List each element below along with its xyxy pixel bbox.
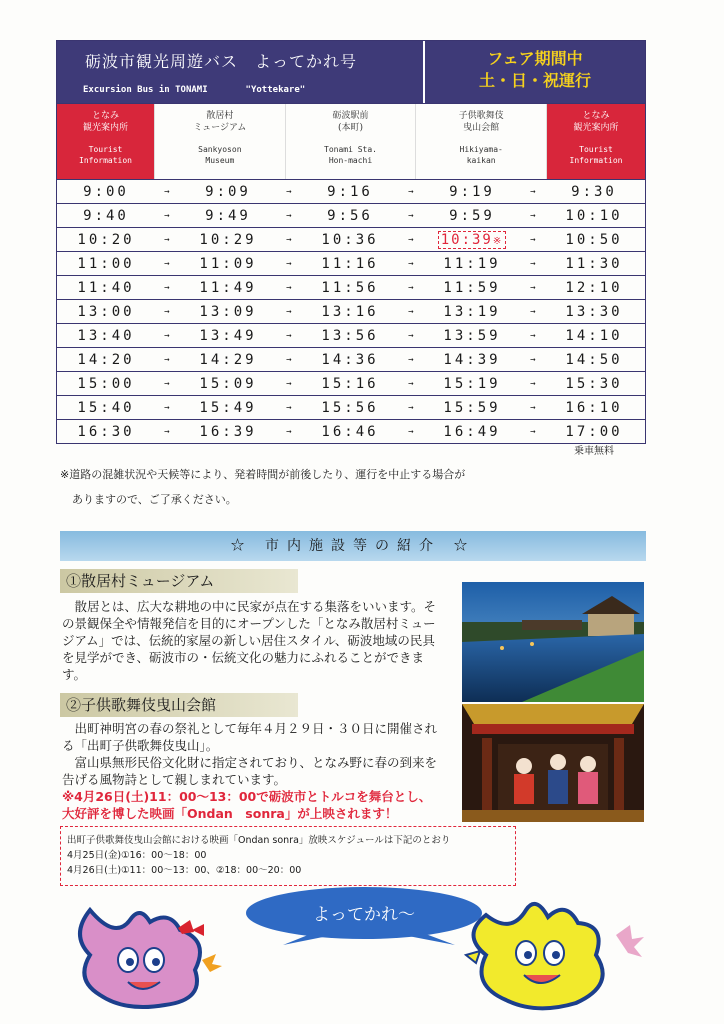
departure-time: 14:10 (565, 327, 623, 344)
timetable-subtitle: Excursion Bus in TONAMI "Yottekare" (83, 85, 306, 95)
arrow-icon: → (530, 186, 536, 197)
departure-time: 10:20 (77, 231, 135, 248)
arrow-icon: → (530, 330, 536, 341)
section2-title: ②子供歌舞伎曳山会館 (60, 693, 298, 717)
departure-time: 9:56 (327, 207, 373, 224)
arrow-icon: → (286, 378, 292, 389)
arrow-icon: → (286, 306, 292, 317)
timetable-row (57, 395, 645, 419)
departure-time: 14:20 (77, 351, 135, 368)
arrow-icon: → (164, 354, 170, 365)
departure-time (423, 232, 521, 248)
stop-name-jp: 散居村 ミュージアム (193, 111, 247, 133)
arrow-icon: → (408, 210, 414, 221)
departure-time: 15:49 (199, 399, 257, 416)
arrow-icon: → (164, 186, 170, 197)
departure-time: 14:50 (565, 351, 623, 368)
stop-name-jp: 砺波駅前 (本町) (332, 111, 369, 133)
timetable-row (57, 227, 645, 251)
arrow-icon: → (164, 402, 170, 413)
timetable-row (57, 275, 645, 299)
arrow-icon: → (164, 282, 170, 293)
timetable-header (57, 41, 645, 103)
arrow-icon: → (530, 354, 536, 365)
timetable-row (57, 251, 645, 275)
departure-time: 13:09 (199, 303, 257, 320)
departure-time: 15:59 (443, 399, 501, 416)
departure-time: 16:39 (199, 423, 257, 440)
timetable-row (57, 179, 645, 203)
departure-time: 16:49 (443, 423, 501, 440)
departure-time: 10:10 (565, 207, 623, 224)
departure-time: 13:40 (77, 327, 135, 344)
free-ride-note: 乗車無料 (574, 446, 614, 457)
arrow-icon: → (164, 234, 170, 245)
stop-name-en: Tourist Information (569, 145, 623, 165)
arrow-icon: → (286, 330, 292, 341)
kabuki-hikiyama-photo (462, 704, 644, 822)
arrow-icon: → (408, 282, 414, 293)
stop-name-en: Tourist Information (79, 145, 132, 165)
timetable-rows (57, 179, 645, 443)
stop-sankyoson-museum (155, 104, 286, 179)
departure-time: 16:10 (565, 399, 623, 416)
speech-bubble (243, 885, 485, 945)
departure-time: 9:00 (83, 183, 129, 200)
fair-period-line1: フェア期間中 (487, 49, 583, 68)
stop-name-jp: となみ 観光案内所 (573, 111, 619, 133)
arrow-icon: → (286, 258, 292, 269)
stop-tourist-info-start (57, 104, 155, 179)
section2-text1: 出町神明宮の春の祭礼として毎年４月２９日・３０日に開催される「出町子供歌舞伎曳山」。 (62, 721, 438, 753)
section1-text: 散居とは、広大な耕地の中に民家が点在する集落をいいます。その景観保全や情報発信を目的にオープンした「となみ散居村ミュージアム」では、伝統的家屋の新しい居住スタイル、砺波地域の民具を見学ができ、砺波市の・伝統文化の魅力にふれることができます。 (62, 599, 437, 682)
arrow-icon: → (286, 186, 292, 197)
stop-header-row (57, 103, 645, 179)
bus-timetable (56, 40, 646, 444)
departure-time: 14:29 (199, 351, 257, 368)
departure-time: 11:16 (321, 255, 379, 272)
schedule-line3: 4月26日(土)①11：00～13：00、②18：00～20：00 (67, 865, 302, 876)
facilities-banner: ☆ 市内施設等の紹介 ☆ (60, 531, 646, 561)
departure-time: 16:46 (321, 423, 379, 440)
departure-time: 10:29 (199, 231, 257, 248)
departure-time: 9:49 (205, 207, 251, 224)
fair-period-line2: 土・日・祝運行 (478, 71, 591, 90)
departure-time: 9:19 (449, 183, 495, 200)
highlighted-departure-time (438, 231, 507, 249)
departure-time: 15:56 (321, 399, 379, 416)
arrow-icon: → (164, 210, 170, 221)
departure-time: 10:36 (321, 231, 379, 248)
departure-time: 12:10 (565, 279, 623, 296)
timetable-title: 砺波市観光周遊バス よってかれ号 (85, 52, 358, 71)
section1-title: ①散居村ミュージアム (60, 569, 298, 593)
arrow-icon: → (530, 210, 536, 221)
timetable-row (57, 419, 645, 443)
arrow-icon: → (286, 426, 292, 437)
fair-period-block (425, 41, 645, 103)
departure-time: 15:30 (565, 375, 623, 392)
stop-name-en: Tonami Sta. Hon-machi (324, 145, 377, 165)
mascot-pink (70, 900, 240, 1012)
arrow-icon: → (530, 282, 536, 293)
arrow-icon: → (408, 378, 414, 389)
arrow-icon: → (530, 402, 536, 413)
departure-time: 13:00 (77, 303, 135, 320)
section2-text-block (62, 720, 442, 822)
departure-time: 15:19 (443, 375, 501, 392)
departure-time: 9:59 (449, 207, 495, 224)
departure-time: 14:36 (321, 351, 379, 368)
arrow-icon: → (164, 378, 170, 389)
arrow-icon: → (408, 354, 414, 365)
departure-time: 15:09 (199, 375, 257, 392)
timetable-notice (60, 462, 465, 512)
arrow-icon: → (408, 402, 414, 413)
departure-time: 9:40 (83, 207, 129, 224)
departure-time: 10:50 (565, 231, 623, 248)
mascot-yellow (456, 895, 656, 1015)
departure-time: 11:59 (443, 279, 501, 296)
arrow-icon: → (164, 330, 170, 341)
arrow-icon: → (286, 402, 292, 413)
departure-time: 11:19 (443, 255, 501, 272)
departure-time: 11:40 (77, 279, 135, 296)
departure-time: 15:40 (77, 399, 135, 416)
timetable-row (57, 299, 645, 323)
arrow-icon: → (286, 354, 292, 365)
arrow-icon: → (408, 330, 414, 341)
stop-name-jp: となみ 観光案内所 (82, 111, 128, 133)
arrow-icon: → (530, 378, 536, 389)
departure-time-text: 10:39 (440, 231, 493, 248)
highlight-mark: ※ (492, 235, 504, 247)
arrow-icon: → (408, 258, 414, 269)
departure-time: 16:30 (77, 423, 135, 440)
timetable-row (57, 347, 645, 371)
timetable-row (57, 371, 645, 395)
stop-name-en: Hikiyama- kaikan (459, 145, 503, 165)
sankyoson-museum-photo (462, 582, 644, 702)
departure-time: 11:09 (199, 255, 257, 272)
timetable-row (57, 203, 645, 227)
movie-schedule-box (60, 826, 516, 886)
arrow-icon: → (530, 426, 536, 437)
arrow-icon: → (286, 282, 292, 293)
stop-name-jp: 子供歌舞伎 曳山会館 (458, 111, 504, 133)
departure-time: 11:56 (321, 279, 379, 296)
arrow-icon: → (286, 234, 292, 245)
speech-bubble-text: よってかれ～ (313, 905, 415, 925)
departure-time: 11:00 (77, 255, 135, 272)
timetable-row (57, 323, 645, 347)
departure-time: 13:30 (565, 303, 623, 320)
stop-name-en: Sankyoson Museum (198, 145, 242, 165)
departure-time: 17:00 (565, 423, 623, 440)
departure-time: 13:56 (321, 327, 379, 344)
departure-time: 13:16 (321, 303, 379, 320)
notice-line2: ありますので、ご了承ください。 (72, 493, 237, 506)
departure-time: 11:30 (565, 255, 623, 272)
notice-line1: ※道路の混雑状況や天候等により、発着時間が前後したり、運行を中止する場合が (60, 468, 466, 481)
arrow-icon: → (408, 426, 414, 437)
arrow-icon: → (408, 186, 414, 197)
stop-tourist-info-end (547, 104, 645, 179)
arrow-icon: → (530, 258, 536, 269)
arrow-icon: → (164, 306, 170, 317)
departure-time: 14:39 (443, 351, 501, 368)
departure-time: 15:00 (77, 375, 135, 392)
arrow-icon: → (164, 258, 170, 269)
departure-time: 15:16 (321, 375, 379, 392)
arrow-icon: → (286, 210, 292, 221)
stop-hikiyama-kaikan (416, 104, 547, 179)
timetable-title-block (57, 41, 425, 103)
schedule-line2: 4月25日(金)①16：00～18：00 (67, 850, 207, 861)
arrow-icon: → (530, 234, 536, 245)
schedule-line1: 出町子供歌舞伎曳山会館における映画「Ondan sonra」放映スケジュールは下記のとおり (67, 835, 451, 846)
departure-time: 9:16 (327, 183, 373, 200)
section2-text2: 富山県無形民俗文化財に指定されており、となみ野に春の到来を告げる風物詩として親しまれています。 (62, 755, 438, 787)
departure-time: 13:49 (199, 327, 257, 344)
departure-time: 9:09 (205, 183, 251, 200)
section2-movie-notice: ※4月26日(土)11：00～13：00で砺波市とトルコを舞台とし、大好評を博した映画「Ondan sonra」が上映されます！ (62, 789, 432, 821)
departure-time: 11:49 (199, 279, 257, 296)
stop-tonami-station (286, 104, 417, 179)
arrow-icon: → (408, 306, 414, 317)
arrow-icon: → (530, 306, 536, 317)
departure-time: 13:19 (443, 303, 501, 320)
departure-time: 13:59 (443, 327, 501, 344)
arrow-icon: → (164, 426, 170, 437)
arrow-icon: → (408, 234, 414, 245)
departure-time: 9:30 (571, 183, 617, 200)
